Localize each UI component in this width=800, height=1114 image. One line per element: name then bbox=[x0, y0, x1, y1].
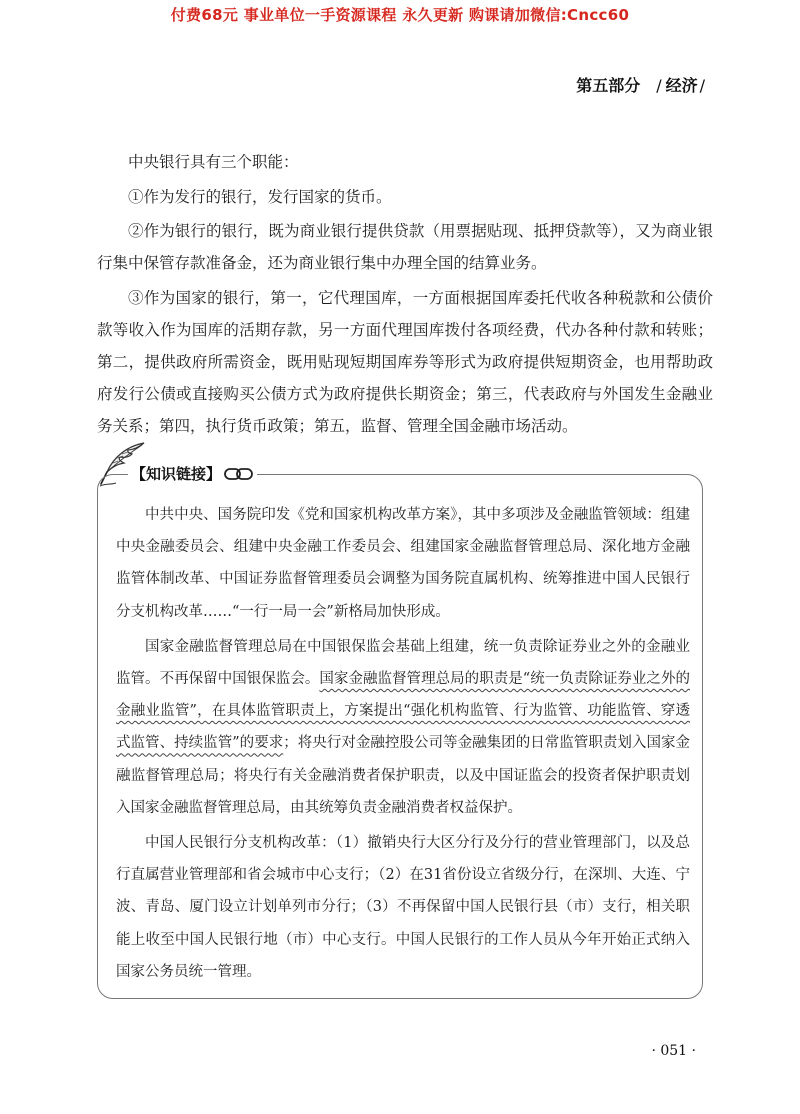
knowledge-paragraph-2 bbox=[116, 631, 690, 824]
knowledge-paragraph-2-start: 国家金融监督管理总局在中国银保监会基础上组建，统一负责除证券业之外的金融业监管。不再保留中国银保监会。 bbox=[116, 638, 690, 688]
page-number: · 051 · bbox=[651, 1043, 696, 1059]
paragraph-function-2: ②作为银行的银行，既为商业银行提供贷款（用票据贴现、抵押贷款等），又为商业银行集中保管存款准备金，还为商业银行集中办理全国的结算业务。 bbox=[97, 222, 713, 272]
knowledge-link-title-text: 【知识链接】 bbox=[131, 465, 222, 483]
knowledge-paragraph-1: 中共中央、国务院印发《党和国家机构改革方案》，其中多项涉及金融监管领域：组建中央金融委员会、组建中央金融工作委员会、组建国家金融监督管理总局、深化地方金融监管体制改革、中国证券监督管理委员会调整为国务院直属机构、统筹推进中国人民银行分支机构改革……“一行一局一会”新格局加快形成。 bbox=[116, 507, 690, 620]
header-separator-end: / bbox=[699, 76, 705, 95]
knowledge-link-content bbox=[116, 499, 690, 991]
knowledge-paragraph-2-end: ；将央行对金融控股公司等金融集团的日常监管职责划入国家金融监督管理总局；将央行有关金融消费者保护职责，以及中国证监会的投资者保护职责划入国家金融监督管理总局，由其统筹负责金融消费者权益保护。 bbox=[116, 735, 690, 816]
knowledge-link-title bbox=[128, 463, 257, 484]
main-text bbox=[97, 146, 713, 444]
paragraph-intro: 中央银行具有三个职能： bbox=[128, 153, 299, 171]
header-separator: / bbox=[656, 76, 662, 95]
paragraph-function-1: ①作为发行的银行，发行国家的货币。 bbox=[128, 187, 392, 206]
running-header bbox=[576, 73, 705, 96]
header-part: 第五部分 bbox=[576, 76, 641, 95]
header-section: 经济 bbox=[665, 76, 698, 95]
paragraph-function-3: ③作为国家的银行，第一，它代理国库，一方面根据国库委托代收各种税款和公债价款等收入作为国库的活期存款，另一方面代理国库拨付各项经费，代办各种付款和转账；第二，提供政府所需资金，既用贴现短期国库券等形式为政府提供短期资金，也用帮助政府发行公债或直接购买公债方式为政府提供长期资金；第三，代表政府与外国发生金融业务关系；第四，执行货币政策；第五，监督、管理全国金融市场活动。 bbox=[97, 288, 713, 435]
chain-link-icon bbox=[224, 467, 254, 481]
underlined-emphasis: 国家金融监督管理总局的职责是“统一负责除证券业之外的金融业监管”，在具体监管职责上，方案提出“强化机构监管、行为监管、功能监管、穿透式监管、持续监管”的要求 bbox=[116, 671, 690, 752]
knowledge-paragraph-3: 中国人民银行分支机构改革：（1）撤销央行大区分行及分行的营业管理部门，以及总行直属营业管理部和省会城市中心支行；（2）在31省份设立省级分行，在深圳、大连、宁波、青岛、厦门设立计划单列市分行；（3）不再保留中国人民银行县（市）支行，相关职能上收至中国人民银行地（市）中心支行。中国人民银行的工作人员从今年开始正式纳入国家公务员统一管理。 bbox=[116, 835, 690, 980]
promo-banner: 付费68元 事业单位一手资源课程 永久更新 购课请加微信:Cncc60 bbox=[170, 6, 630, 24]
